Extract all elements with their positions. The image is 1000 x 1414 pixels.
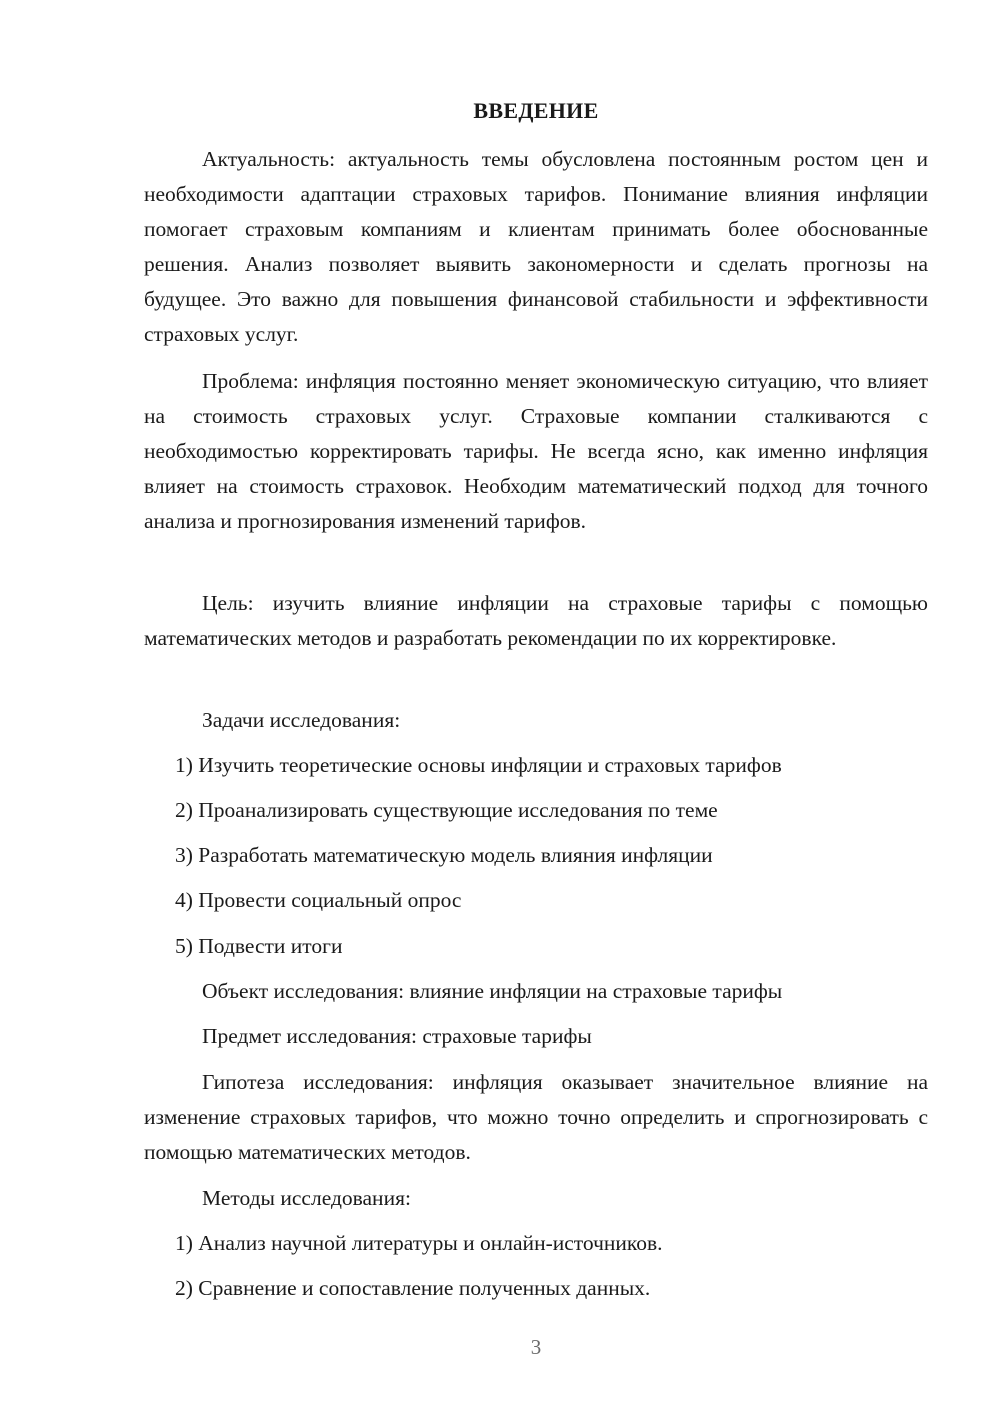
paragraph-relevance: Актуальность: актуальность темы обусловлена постоянным ростом цен и необходимости адаптации страховых тарифов. Понимание влияния инфляции помогает страховым компаниям и клиентам принимать более обоснованные решения. Анализ позволяет выявить закономерности и сделать прогнозы на будущее. Это важно для повышения финансовой стабильности и эффективности страховых услуг. [144, 147, 928, 346]
document-page [144, 0, 928, 1414]
method-item-1: 1) Анализ научной литературы и онлайн-источников. [175, 1231, 663, 1255]
task-item-4: 4) Провести социальный опрос [175, 888, 462, 912]
paragraph-hypothesis: Гипотеза исследования: инфляция оказывает значительное влияние на изменение страховых тарифов, что можно точно определить и спрогнозировать с помощью математических методов. [144, 1070, 928, 1164]
research-subject: Предмет исследования: страховые тарифы [202, 1024, 592, 1048]
task-item-2: 2) Проанализировать существующие исследования по теме [175, 798, 718, 822]
method-item-2: 2) Сравнение и сопоставление полученных данных. [175, 1276, 651, 1300]
paragraph-goal: Цель: изучить влияние инфляции на страховые тарифы с помощью математических методов и разработать рекомендации по их корректировке. [144, 591, 928, 650]
paragraph-problem: Проблема: инфляция постоянно меняет экономическую ситуацию, что влияет на стоимость страховых услуг. Страховые компании сталкиваются с необходимостью корректировать тарифы. Не всегда ясно, как именно инфляция влияет на стоимость страховок. Необходим математический подход для точного анализа и прогнозирования изменений тарифов. [144, 369, 928, 533]
tasks-title: Задачи исследования: [202, 708, 401, 732]
task-item-3: 3) Разработать математическую модель влияния инфляции [175, 843, 713, 867]
research-object: Объект исследования: влияние инфляции на страховые тарифы [202, 979, 783, 1003]
page-title: ВВЕДЕНИЕ [473, 98, 599, 123]
methods-title: Методы исследования: [202, 1186, 411, 1210]
page-number: 3 [530, 1335, 542, 1359]
task-item-5: 5) Подвести итоги [175, 934, 343, 958]
task-item-1: 1) Изучить теоретические основы инфляции и страховых тарифов [175, 753, 782, 777]
